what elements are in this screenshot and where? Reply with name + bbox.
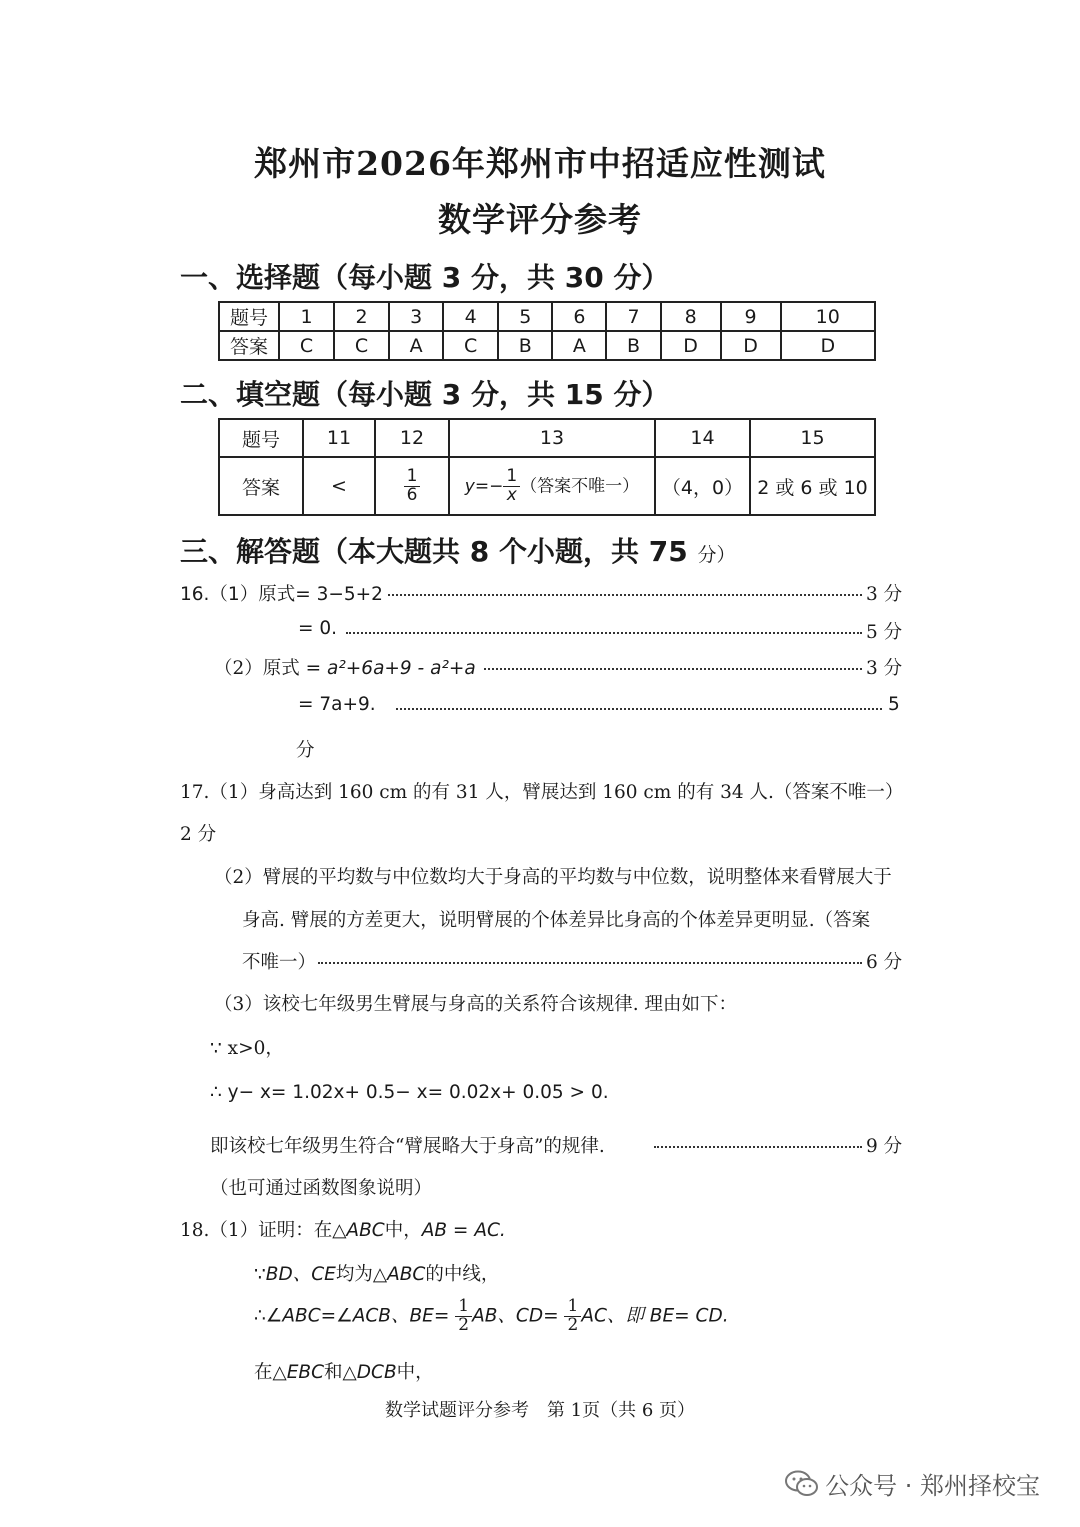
question-number: 13 xyxy=(449,419,655,457)
fraction xyxy=(455,1298,472,1335)
watermark xyxy=(785,1466,1040,1504)
page-footer: 数学试题评分参考 第 1页（共 6 页） xyxy=(384,1400,696,1421)
q18-line-4 xyxy=(254,1358,434,1384)
fraction xyxy=(503,465,520,505)
q16-score-3: 3 分 xyxy=(866,658,903,679)
answer-13-prefix: y=− xyxy=(464,476,504,496)
table-row-answers xyxy=(219,457,875,515)
fraction-denominator: 2 xyxy=(458,1314,470,1335)
q17-line-9: 即该校七年级男生符合“臂展略大于身高”的规律. xyxy=(210,1136,605,1157)
question-number: 2 xyxy=(334,302,389,331)
q18-line-2-d: ABC xyxy=(387,1264,426,1285)
answer-cell: < xyxy=(303,457,375,515)
answer-cell: A xyxy=(389,331,443,360)
q16-line-1: 16.（1）原式= 3−5+2 xyxy=(180,584,383,605)
q17-line-8: ∴ y− x= 1.02x+ 0.5− x= 0.02x+ 0.05 > 0. xyxy=(210,1082,609,1103)
leader-dots xyxy=(388,594,862,596)
q18-line-4-d: DCB xyxy=(356,1362,397,1383)
q18-line-2-a: ∵ xyxy=(254,1264,266,1285)
q18-line-4-a: 在△ xyxy=(254,1362,287,1383)
q18-line-3 xyxy=(254,1298,729,1335)
q17-score-9: 9 分 xyxy=(866,1136,903,1157)
answer-cell: C xyxy=(334,331,389,360)
wechat-icon xyxy=(785,1470,819,1504)
table-row-numbers xyxy=(219,302,875,331)
row-label-answer: 答案 xyxy=(219,331,279,360)
q17-line-5: 不唯一） xyxy=(242,952,317,973)
section-3-heading-unit: 分） xyxy=(697,544,736,566)
q16-line-3-expr: a²+6a+9 - a²+a xyxy=(327,658,476,679)
question-number: 10 xyxy=(781,302,875,331)
fraction-denominator: 2 xyxy=(567,1314,579,1335)
section-3-heading-text: 三、解答题（本大题共 8 个小题，共 75 xyxy=(180,535,688,568)
table-row-answers xyxy=(219,331,875,360)
answer-cell: B xyxy=(606,331,660,360)
q16-score-2: 5 分 xyxy=(866,622,903,643)
question-number: 9 xyxy=(721,302,781,331)
doc-subtitle: 数学评分参考 xyxy=(438,200,642,239)
q17-score-5: 6 分 xyxy=(866,952,903,973)
q18-line-4-c: 和△ xyxy=(324,1362,357,1383)
section-2-heading: 二、填空题（每小题 3 分，共 15 分） xyxy=(180,378,670,411)
fraction-numerator: 1 xyxy=(564,1298,581,1317)
q16-score-4: 5 xyxy=(888,694,900,715)
q17-line-2: 2 分 xyxy=(180,824,217,845)
q16-score-1: 3 分 xyxy=(866,584,903,605)
fraction-denominator: x xyxy=(506,484,517,505)
answer-cell: A xyxy=(552,331,606,360)
q18-line-1-a: 18.（1）证明：在△ xyxy=(180,1220,347,1241)
answer-cell: C xyxy=(279,331,334,360)
q16-line-5: 分 xyxy=(296,740,315,761)
q18-line-1 xyxy=(180,1216,506,1242)
q18-line-1-d: AB = AC. xyxy=(421,1220,506,1241)
question-number: 3 xyxy=(389,302,443,331)
q16-line-4: = 7a+9. xyxy=(298,694,376,715)
q18-line-2 xyxy=(254,1260,499,1286)
row-label-answer: 答案 xyxy=(219,457,303,515)
q16-line-3-label: （2）原式 = xyxy=(214,658,322,679)
q18-line-2-e: 的中线， xyxy=(425,1264,500,1285)
fill-blank-answer-table xyxy=(218,418,876,516)
watermark-text: 公众号 · 郑州择校宝 xyxy=(825,1472,1040,1500)
answer-cell: D xyxy=(781,331,875,360)
fraction-denominator: 6 xyxy=(406,484,418,505)
q18-line-3-c: AC、即 xyxy=(581,1305,644,1327)
row-label-number: 题号 xyxy=(219,419,303,457)
question-number: 15 xyxy=(750,419,875,457)
fraction-numerator: 1 xyxy=(455,1298,472,1317)
question-number: 7 xyxy=(606,302,660,331)
leader-dots xyxy=(318,962,862,964)
q17-line-3: （2）臂展的平均数与中位数均大于身高的平均数与中位数，说明整体来看臂展大于 xyxy=(214,867,892,888)
q18-line-4-b: EBC xyxy=(286,1362,325,1383)
question-number: 11 xyxy=(303,419,375,457)
q18-line-3-d: BE= CD. xyxy=(649,1305,729,1327)
row-label-number: 题号 xyxy=(219,302,279,331)
q18-line-3-a: ∴∠ABC=∠ACB、BE= xyxy=(254,1305,450,1327)
leader-dots xyxy=(346,632,862,634)
question-number: 6 xyxy=(552,302,606,331)
q18-line-2-c: 均为△ xyxy=(335,1264,388,1285)
doc-title: 郑州市2026年郑州市中招适应性测试 xyxy=(254,144,826,183)
q18-line-1-b: ABC xyxy=(346,1220,385,1241)
question-number: 1 xyxy=(279,302,334,331)
q18-line-4-e: 中， xyxy=(396,1362,434,1383)
answer-cell xyxy=(449,457,655,515)
answer-cell xyxy=(375,457,449,515)
section-1-heading: 一、选择题（每小题 3 分，共 30 分） xyxy=(180,261,670,294)
choice-answer-table xyxy=(218,301,876,361)
question-number: 4 xyxy=(443,302,498,331)
fraction-numerator: 1 xyxy=(503,468,520,487)
q17-line-1: 17.（1）身高达到 160 cm 的有 31 人，臂展达到 160 cm 的有 34 人.（答案不唯一） xyxy=(180,782,904,803)
leader-dots xyxy=(484,668,862,670)
question-number: 14 xyxy=(655,419,750,457)
answer-cell: （4，0） xyxy=(655,457,750,515)
q17-line-10: （也可通过函数图象说明） xyxy=(210,1178,433,1199)
q17-line-7: ∵ x>0， xyxy=(210,1038,284,1059)
fraction-numerator: 1 xyxy=(404,468,421,487)
leader-dots xyxy=(396,708,882,710)
answer-13-note: （答案不唯一） xyxy=(520,476,640,496)
q17-line-4: 身高. 臂展的方差更大，说明臂展的个体差异比身高的个体差异更明显.（答案 xyxy=(242,910,871,931)
q17-line-6: （3）该校七年级男生臂展与身高的关系符合该规律. 理由如下： xyxy=(214,994,738,1015)
fraction xyxy=(564,1298,581,1335)
q18-line-2-b: BD、CE xyxy=(265,1264,336,1285)
answer-cell: 2 或 6 或 10 xyxy=(750,457,875,515)
question-number: 5 xyxy=(498,302,552,331)
q16-line-3 xyxy=(214,654,476,680)
question-number: 8 xyxy=(661,302,721,331)
answer-cell: D xyxy=(661,331,721,360)
leader-dots xyxy=(654,1146,862,1148)
q18-line-3-b: AB、CD= xyxy=(472,1305,559,1327)
answer-cell: C xyxy=(443,331,498,360)
section-3-heading xyxy=(180,530,735,570)
answer-cell: D xyxy=(721,331,781,360)
table-row-numbers xyxy=(219,419,875,457)
q18-line-1-c: 中， xyxy=(384,1220,422,1241)
fraction xyxy=(404,465,421,505)
q16-line-2: = 0. xyxy=(298,618,338,639)
question-number: 12 xyxy=(375,419,449,457)
answer-cell: B xyxy=(498,331,552,360)
